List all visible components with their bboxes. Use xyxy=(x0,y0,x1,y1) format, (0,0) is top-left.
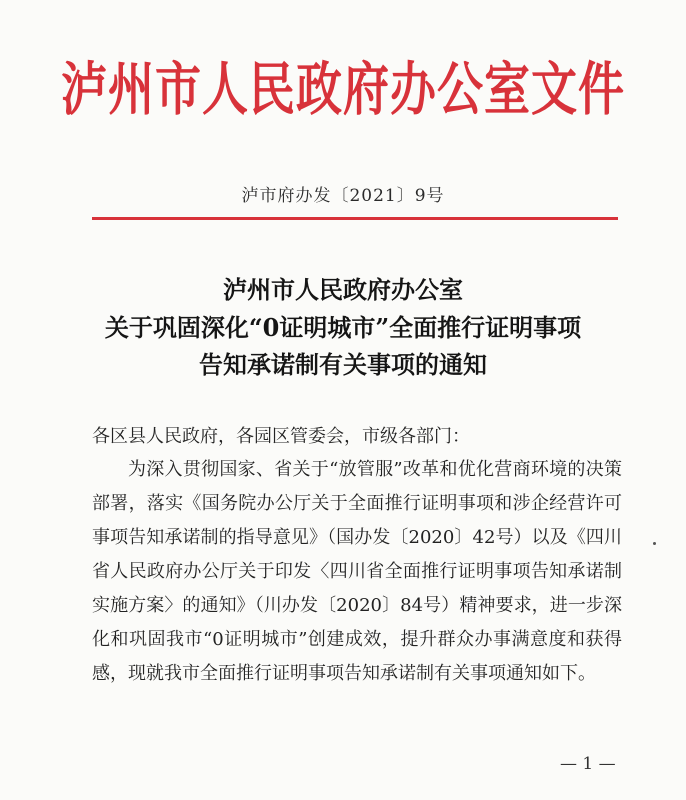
red-divider-line xyxy=(92,217,618,220)
document-title-line-1: 泸州市人民政府办公室 xyxy=(223,275,463,304)
body-paragraph: 为深入贯彻国家、省关于“放管服”改革和优化营商环境的决策部署，落实《国务院办公厅关于全面推行证明事项和涉企经营许可事项告知承诺制的指导意见》（国办发〔2020〕42号）以及《四川省人民政府办公厅关于印发〈四川省全面推行证明事项告知承诺制实施方案〉的通知》（川办发〔2020〕84号）精神要求，进一步深化和巩固我市“0证明城市”创建成效，提升群众办事满意度和获得感，现就我市全面推行证明事项告知承诺制有关事项通知如下。 xyxy=(92,459,622,684)
scan-speck xyxy=(653,542,656,545)
document-masthead: 泸州市人民政府办公室文件 xyxy=(61,55,625,123)
page-number: — 1 — xyxy=(560,754,616,774)
document-title-line-3: 告知承诺制有关事项的通知 xyxy=(199,350,487,379)
document-number: 泸市府办发〔2021〕9号 xyxy=(241,186,445,206)
document-title-line-2: 关于巩固深化“0证明城市”全面推行证明事项 xyxy=(104,313,582,342)
salutation: 各区县人民政府，各园区管委会，市级各部门： xyxy=(92,426,470,447)
